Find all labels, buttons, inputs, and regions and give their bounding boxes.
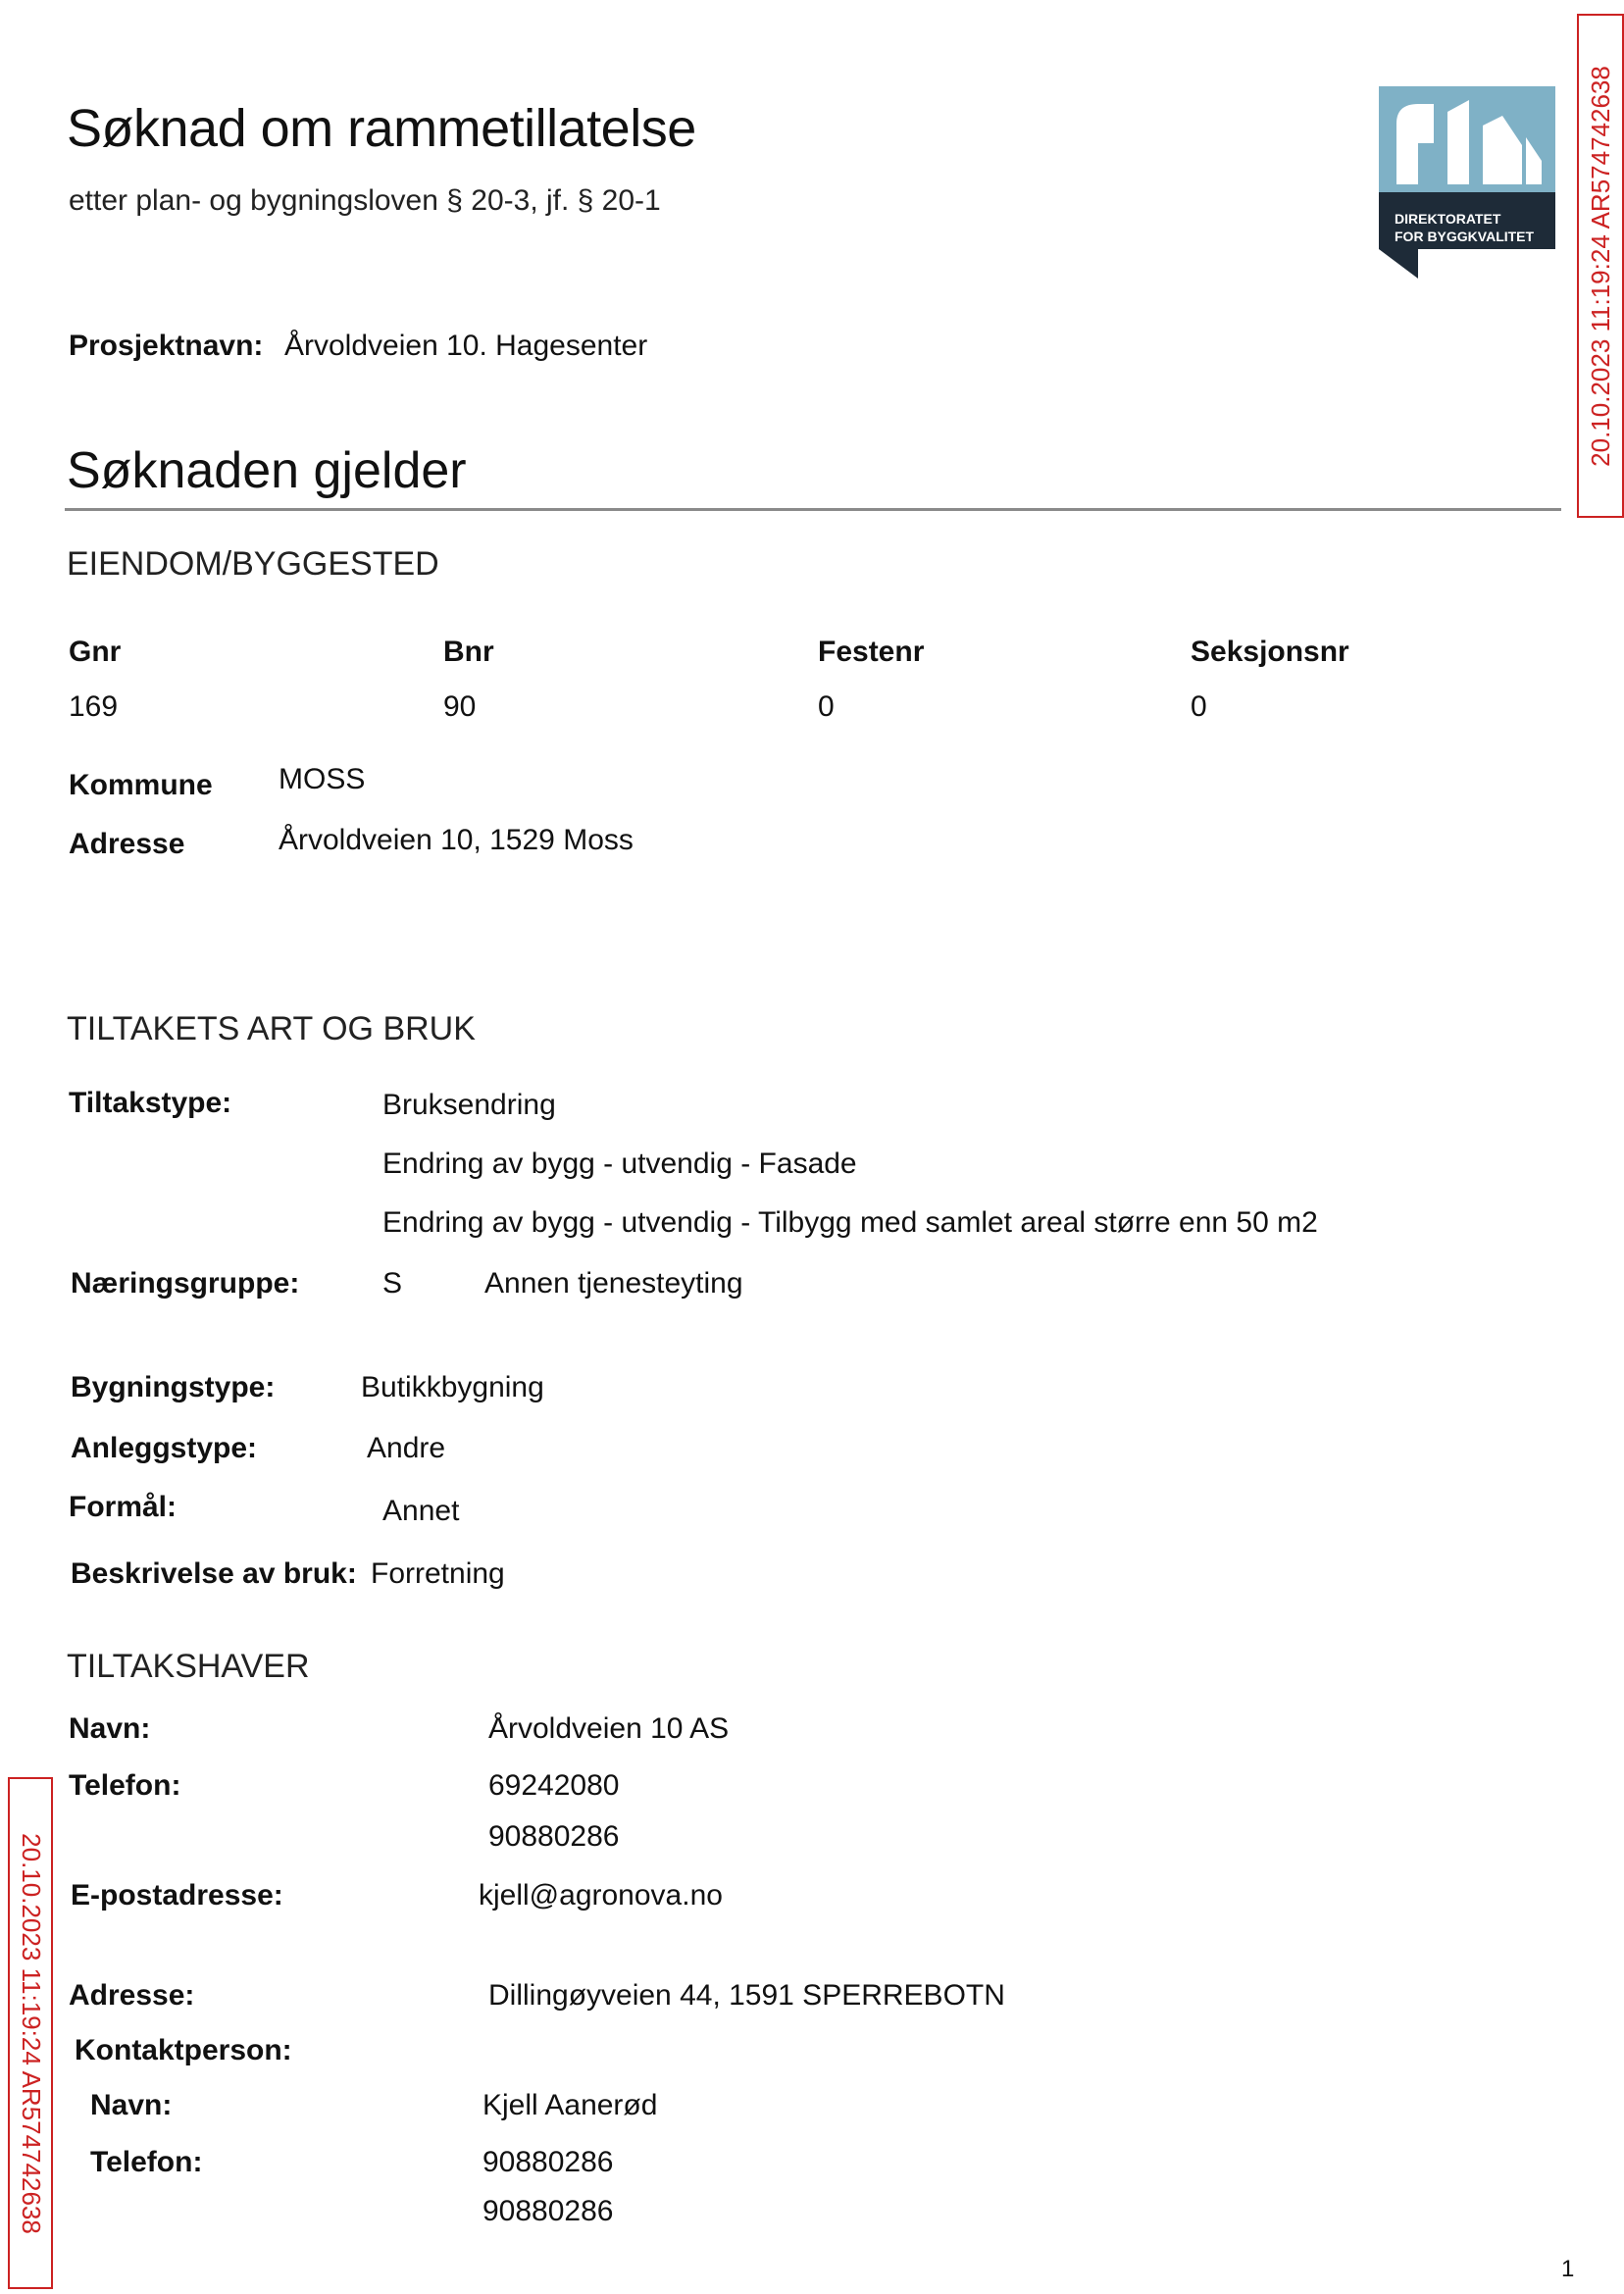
document-subtitle: etter plan- og bygningsloven § 20-3, jf. § 20-1 xyxy=(69,184,661,217)
kontaktperson-telefon-value: 90880286 xyxy=(482,2195,614,2227)
dibk-logo-icon xyxy=(1379,86,1555,279)
dibk-logo xyxy=(1379,86,1555,279)
kontaktperson-navn-label: Navn: xyxy=(90,2089,173,2121)
naeringsgruppe-text: Annen tjenesteyting xyxy=(484,1267,743,1300)
bygningstype-value: Butikkbygning xyxy=(361,1371,544,1403)
tiltakshaver-navn-value: Årvoldveien 10 AS xyxy=(488,1712,730,1745)
kontaktperson-navn-value: Kjell Aanerød xyxy=(482,2089,658,2121)
naeringsgruppe-code: S xyxy=(382,1267,403,1300)
gnr-value: 169 xyxy=(69,690,119,723)
stamp-text: 20.10.2023 11:19:24 AR574742638 xyxy=(16,1832,46,2234)
beskrivelse-bruk-value: Forretning xyxy=(371,1557,505,1590)
project-label: Prosjektnavn: xyxy=(69,330,264,362)
tiltakshaver-telefon-value: 90880286 xyxy=(488,1820,620,1853)
section-divider xyxy=(65,508,1561,511)
timestamp-stamp-left xyxy=(8,1777,53,2289)
tiltakshaver-telefon-value: 69242080 xyxy=(488,1769,620,1802)
kontaktperson-label: Kontaktperson: xyxy=(75,2034,292,2066)
anleggstype-label: Anleggstype: xyxy=(71,1432,258,1464)
tiltak-heading: TILTAKETS ART OG BRUK xyxy=(67,1010,476,1047)
bnr-label: Bnr xyxy=(443,636,494,668)
seksjonsnr-label: Seksjonsnr xyxy=(1191,636,1349,668)
document-title: Søknad om rammetillatelse xyxy=(67,99,696,158)
seksjonsnr-value: 0 xyxy=(1191,690,1207,723)
tiltakshaver-adresse-label: Adresse: xyxy=(69,1979,195,2012)
tiltakshaver-adresse-value: Dillingøyveien 44, 1591 SPERREBOTN xyxy=(488,1979,1005,2012)
tiltakshaver-epost-value: kjell@agronova.no xyxy=(479,1879,723,1912)
bnr-value: 90 xyxy=(443,690,477,723)
bygningstype-label: Bygningstype: xyxy=(71,1371,276,1403)
tiltakstype-label: Tiltakstype: xyxy=(69,1087,232,1119)
section-title: Søknaden gjelder xyxy=(67,442,467,499)
tiltakstype-item: Bruksendring xyxy=(382,1089,556,1121)
tiltakshaver-telefon-label: Telefon: xyxy=(69,1769,181,1802)
festenr-label: Festenr xyxy=(818,636,925,668)
adresse-value: Årvoldveien 10, 1529 Moss xyxy=(279,824,634,856)
project-name: Årvoldveien 10. Hagesenter xyxy=(284,330,648,362)
kommune-value: MOSS xyxy=(279,763,366,795)
naeringsgruppe-label: Næringsgruppe: xyxy=(71,1267,300,1300)
anleggstype-value: Andre xyxy=(367,1432,446,1464)
festenr-value: 0 xyxy=(818,690,835,723)
logo-text-line1: DIREKTORATET xyxy=(1395,211,1501,227)
kontaktperson-telefon-label: Telefon: xyxy=(90,2146,203,2178)
logo-text-line2: FOR BYGGKVALITET xyxy=(1395,229,1535,244)
tiltakstype-item: Endring av bygg - utvendig - Fasade xyxy=(382,1147,857,1180)
page-number: 1 xyxy=(1561,2256,1575,2282)
stamp-text: 20.10.2023 11:19:24 AR574742638 xyxy=(1585,65,1615,467)
adresse-label: Adresse xyxy=(69,828,185,860)
formal-value: Annet xyxy=(382,1495,460,1527)
gnr-label: Gnr xyxy=(69,636,122,668)
beskrivelse-bruk-label: Beskrivelse av bruk: xyxy=(71,1557,357,1590)
timestamp-stamp-top xyxy=(1577,14,1624,518)
property-heading: EIENDOM/BYGGESTED xyxy=(67,545,439,583)
formal-label: Formål: xyxy=(69,1491,178,1523)
tiltakshaver-navn-label: Navn: xyxy=(69,1712,151,1745)
kontaktperson-telefon-value: 90880286 xyxy=(482,2146,614,2178)
tiltakshaver-heading: TILTAKSHAVER xyxy=(67,1648,310,1685)
kommune-label: Kommune xyxy=(69,769,213,801)
tiltakshaver-epost-label: E-postadresse: xyxy=(71,1879,283,1912)
tiltakstype-item: Endring av bygg - utvendig - Tilbygg med samlet areal større enn 50 m2 xyxy=(382,1206,1318,1239)
